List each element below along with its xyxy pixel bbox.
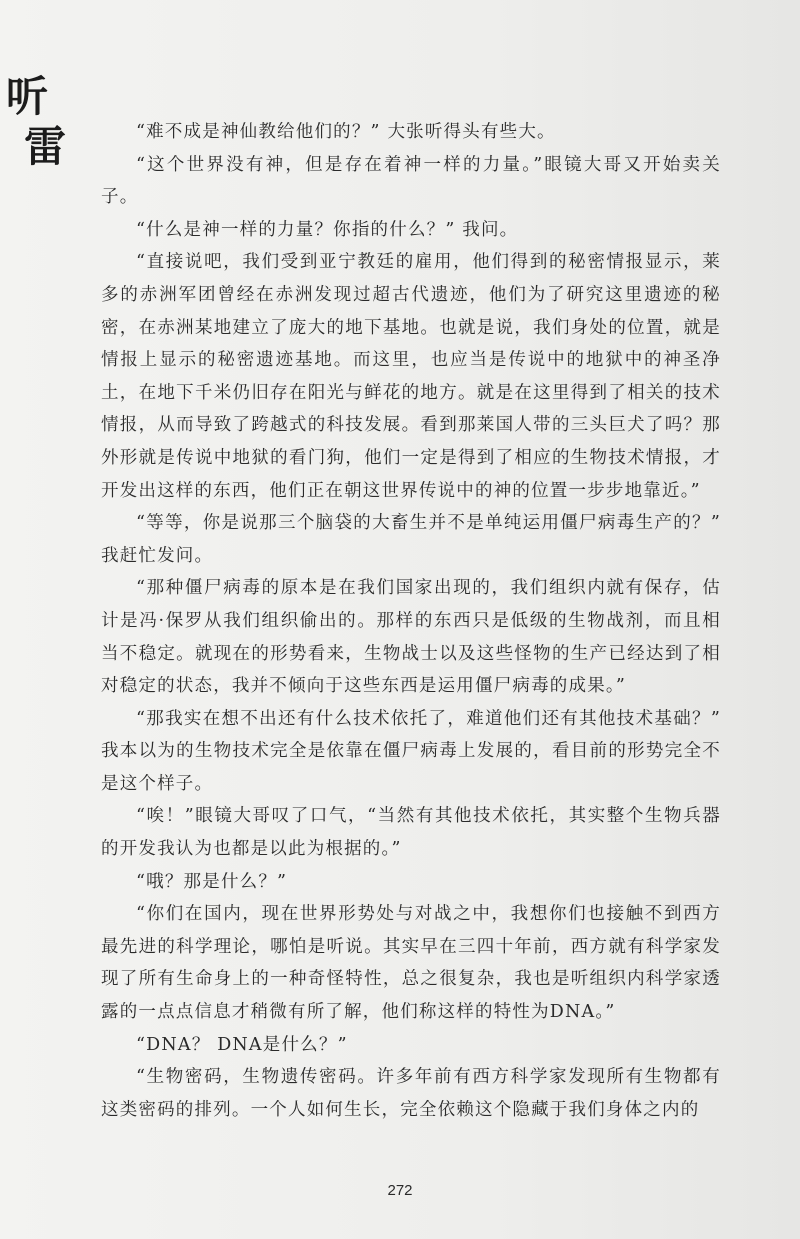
- paragraph: “唉！”眼镜大哥叹了口气，“当然有其他技术依托，其实整个生物兵器的开发我认为也都是以此为根据的。”: [101, 806, 721, 860]
- body-text: [101, 116, 721, 1126]
- paragraph: “那种僵尸病毒的原本是在我们国家出现的，我们组织内就有保存，估计是冯·保罗从我们组织偷出的。那样的东西只是低级的生物战剂，而且相当不稳定。就现在的形势看来，生物战士以及这些怪物的生产已经达到了相对稳定的状态，我并不倾向于这些东西是运用僵尸病毒的成果。”: [101, 578, 721, 697]
- paragraph: “等等，你是说那三个脑袋的大畜生并不是单纯运用僵尸病毒生产的？” 我赶忙发问。: [101, 513, 721, 566]
- paragraph: “这个世界没有神，但是存在着神一样的力量。”眼镜大哥又开始卖关子。: [101, 154, 721, 208]
- title-char-2: 雷: [24, 122, 67, 171]
- paragraph: “哦？那是什么？”: [136, 871, 288, 892]
- paragraph: “DNA？ DNA是什么？”: [136, 1034, 348, 1055]
- page-number: 272: [387, 1182, 413, 1199]
- paragraph: “那我实在想不出还有什么技术依托了，难道他们还有其他技术基础？” 我本以为的生物技术完全是依靠在僵尸病毒上发展的，看目前的形势完全不是这个样子。: [101, 708, 721, 794]
- paragraph: “难不成是神仙教给他们的？” 大张听得头有些大。: [136, 122, 556, 142]
- paragraph: “你们在国内，现在世界形势处与对战之中，我想你们也接触不到西方最先进的科学理论，哪怕是听说。其实早在三四十年前，西方就有科学家发现了所有生命身上的一种奇怪特性，总之很复杂，我也是听组织内科学家透露的一点点信息才稍微有所了解，他们称这样的特性为DNA。”: [101, 904, 721, 1023]
- title-char-1: 听: [6, 72, 49, 121]
- paragraph: “生物密码，生物遗传密码。许多年前有西方科学家发现所有生物都有这类密码的排列。一个人如何生长，完全依赖这个隐藏于我们身体之内的: [101, 1067, 721, 1120]
- paragraph: “直接说吧，我们受到亚宁教廷的雇用，他们得到的秘密情报显示，莱多的赤洲军团曾经在赤洲发现过超古代遗迹，他们为了研究这里遗迹的秘密，在赤洲某地建立了庞大的地下基地。也就是说，我们身处的位置，就是情报上显示的秘密遗迹基地。而这里，也应当是传说中的地狱中的神圣净土，在地下千米仍旧存在阳光与鲜花的地方。就是在这里得到了相关的技术情报，从而导致了跨越式的科技发展。看到那莱国人带的三头巨犬了吗？那外形就是传说中地狱的看门狗，他们一定是得到了相应的生物技术情报，才开发出这样的东西，他们正在朝这世界传说中的神的位置一步步地靠近。”: [101, 252, 721, 501]
- book-title-vertical: [4, 72, 67, 172]
- paragraph: “什么是神一样的力量？你指的什么？” 我问。: [136, 219, 519, 240]
